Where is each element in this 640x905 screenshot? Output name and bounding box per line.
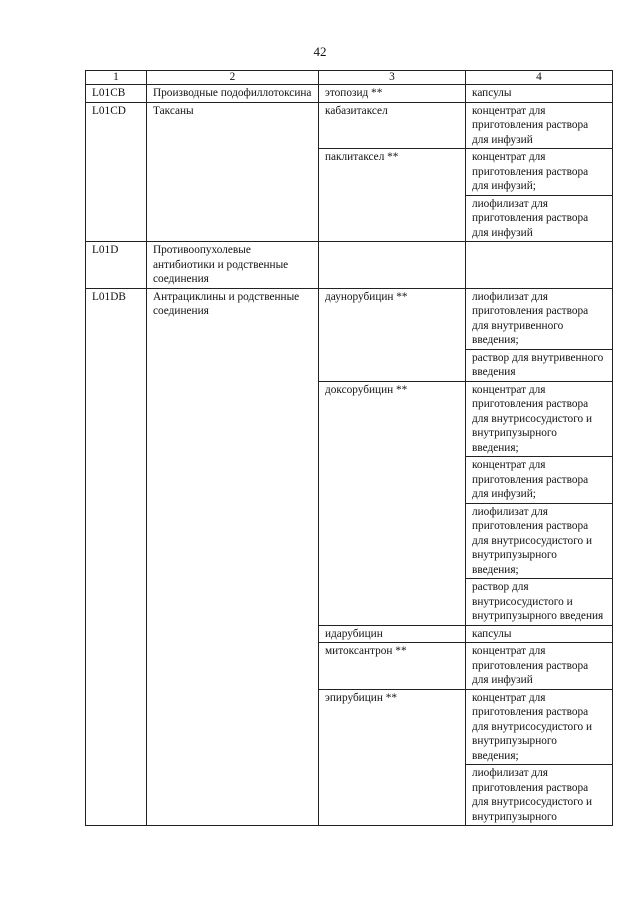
dosage-form-cell: лиофилизат для приготовления раствора для инфузий: [466, 195, 613, 242]
dosage-form-cell: концентрат для приготовления раствора для внутрисосудистого и внутрипузырного введения;: [466, 689, 613, 765]
atc-code-cell: L01CB: [86, 85, 147, 103]
atc-code-cell: L01CD: [86, 102, 147, 242]
header-col-4: 4: [466, 71, 613, 85]
dosage-form-cell: лиофилизат для приготовления раствора для внутрисосудистого и внутрипузырного введения;: [466, 503, 613, 579]
dosage-form-cell: [466, 242, 613, 289]
dosage-form-cell: раствор для внутривенного введения: [466, 349, 613, 381]
table-row: [86, 242, 613, 289]
dosage-form-cell: концентрат для приготовления раствора для внутрисосудистого и внутрипузырного введения;: [466, 381, 613, 457]
table-row: [86, 85, 613, 103]
drug-name-cell: этопозид **: [319, 85, 466, 103]
table-row: [86, 102, 613, 149]
dosage-form-cell: концентрат для приготовления раствора для инфузий;: [466, 457, 613, 504]
drug-name-cell: [319, 242, 466, 289]
group-name-cell: Противоопухолевые антибиотики и родственные соединения: [147, 242, 319, 289]
header-col-3: 3: [319, 71, 466, 85]
dosage-form-cell: лиофилизат для приготовления раствора для внутривенного введения;: [466, 288, 613, 349]
dosage-form-cell: капсулы: [466, 85, 613, 103]
drug-table: [85, 70, 613, 826]
dosage-form-cell: концентрат для приготовления раствора для инфузий: [466, 102, 613, 149]
atc-code-cell: L01D: [86, 242, 147, 289]
header-row: [86, 71, 613, 85]
group-name-cell: Производные подофиллотоксина: [147, 85, 319, 103]
table-row: [86, 288, 613, 349]
drug-name-cell: паклитаксел **: [319, 149, 466, 242]
drug-name-cell: доксорубицин **: [319, 381, 466, 625]
table-body: [86, 85, 613, 826]
drug-name-cell: митоксантрон **: [319, 643, 466, 690]
page-number: 42: [313, 44, 327, 59]
drug-name-cell: идарубицин: [319, 625, 466, 643]
dosage-form-cell: раствор для внутрисосудистого и внутрипузырного введения: [466, 579, 613, 626]
drug-name-cell: эпирубицин **: [319, 689, 466, 826]
group-name-cell: Таксаны: [147, 102, 319, 242]
dosage-form-cell: концентрат для приготовления раствора для инфузий: [466, 643, 613, 690]
group-name-cell: Антрациклины и родственные соединения: [147, 288, 319, 826]
header-col-2: 2: [147, 71, 319, 85]
dosage-form-cell: капсулы: [466, 625, 613, 643]
drug-name-cell: даунорубицин **: [319, 288, 466, 381]
dosage-form-cell: концентрат для приготовления раствора для инфузий;: [466, 149, 613, 196]
atc-code-cell: L01DB: [86, 288, 147, 826]
dosage-form-cell: лиофилизат для приготовления раствора для внутрисосудистого и внутрипузырного: [466, 765, 613, 826]
header-col-1: 1: [86, 71, 147, 85]
drug-name-cell: кабазитаксел: [319, 102, 466, 149]
